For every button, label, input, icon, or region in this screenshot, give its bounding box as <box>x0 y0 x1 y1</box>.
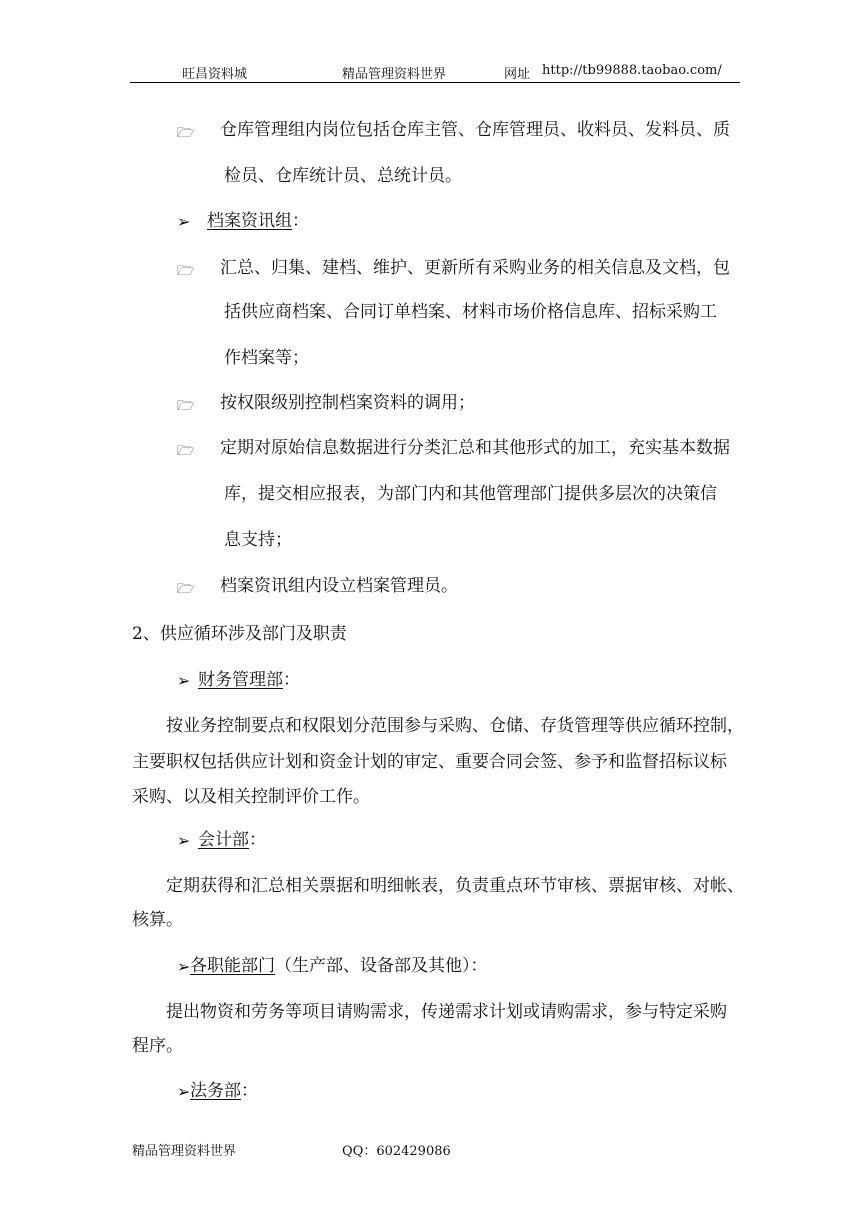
folder-icon: 🗁 <box>177 263 195 279</box>
para2-line1: 定期获得和汇总相关票据和明细帐表，负责重点环节审核、票据审核、对帐、 <box>166 876 744 896</box>
para1-line2: 主要职权包括供应计划和资金计划的审定、重要合同会签、参予和监督招标议标 <box>132 752 727 772</box>
folder-icon: 🗁 <box>177 581 195 597</box>
para1-line3: 采购、以及相关控制评价工作。 <box>132 787 370 807</box>
folder-icon: 🗁 <box>177 398 195 414</box>
arrow-icon: ➢ <box>177 212 191 231</box>
subheading-legal: 法务部： <box>190 1081 258 1101</box>
header-url: http://tb99888.taobao.com/ <box>542 63 722 78</box>
para2-line2: 核算。 <box>132 910 183 930</box>
item2-line1: 汇总、归集、建档、维护、更新所有采购业务的相关信息及文档，包 <box>220 258 730 278</box>
item2-line2: 括供应商档案、合同订单档案、材料市场价格信息库、招标采购工 <box>224 302 717 322</box>
item1-line1: 仓库管理组内岗位包括仓库主管、仓库管理员、收料员、发料员、质 <box>220 120 730 140</box>
arrow-icon: ➢ <box>177 831 191 850</box>
para3-line1: 提出物资和劳务等项目请购需求，传递需求计划或请购需求，参与特定采购 <box>166 1002 727 1022</box>
header-brand: 精品管理资料世界 <box>342 67 447 82</box>
footer-brand: 精品管理资料世界 <box>132 1144 237 1159</box>
arrow-icon: ➢ <box>177 1082 191 1101</box>
item5-line1: 档案资讯组内设立档案管理员。 <box>220 576 458 596</box>
subheading-finance: 财务管理部： <box>198 670 300 690</box>
footer-qq: QQ：602429086 <box>342 1144 451 1159</box>
folder-icon: 🗁 <box>177 125 195 141</box>
para1-line1: 按业务控制要点和权限划分范围参与采购、仓储、存货管理等供应循环控制， <box>166 716 744 736</box>
para3-line2: 程序。 <box>132 1036 183 1056</box>
folder-icon: 🗁 <box>177 443 195 459</box>
section-heading: 2、供应循环涉及部门及职责 <box>132 624 347 644</box>
header-url-label: 网址 <box>504 67 531 82</box>
page-header <box>130 62 740 83</box>
subheading-archive-group: 档案资讯组： <box>207 211 309 231</box>
item2-line3: 作档案等； <box>224 348 309 368</box>
subheading-accounting: 会计部： <box>198 830 266 850</box>
subheading-functional-depts: 各职能部门（生产部、设备部及其他）： <box>190 956 488 976</box>
header-shop-name: 旺昌资料城 <box>182 67 248 82</box>
item1-line2: 检员、仓库统计员、总统计员。 <box>224 166 462 186</box>
item4-line3: 息支持； <box>224 530 292 550</box>
arrow-icon: ➢ <box>177 957 191 976</box>
item4-line2: 库，提交相应报表，为部门内和其他管理部门提供多层次的决策信 <box>224 484 717 504</box>
arrow-icon: ➢ <box>177 671 191 690</box>
item4-line1: 定期对原始信息数据进行分类汇总和其他形式的加工，充实基本数据 <box>220 438 730 458</box>
item3-line1: 按权限级别控制档案资料的调用； <box>220 393 475 413</box>
